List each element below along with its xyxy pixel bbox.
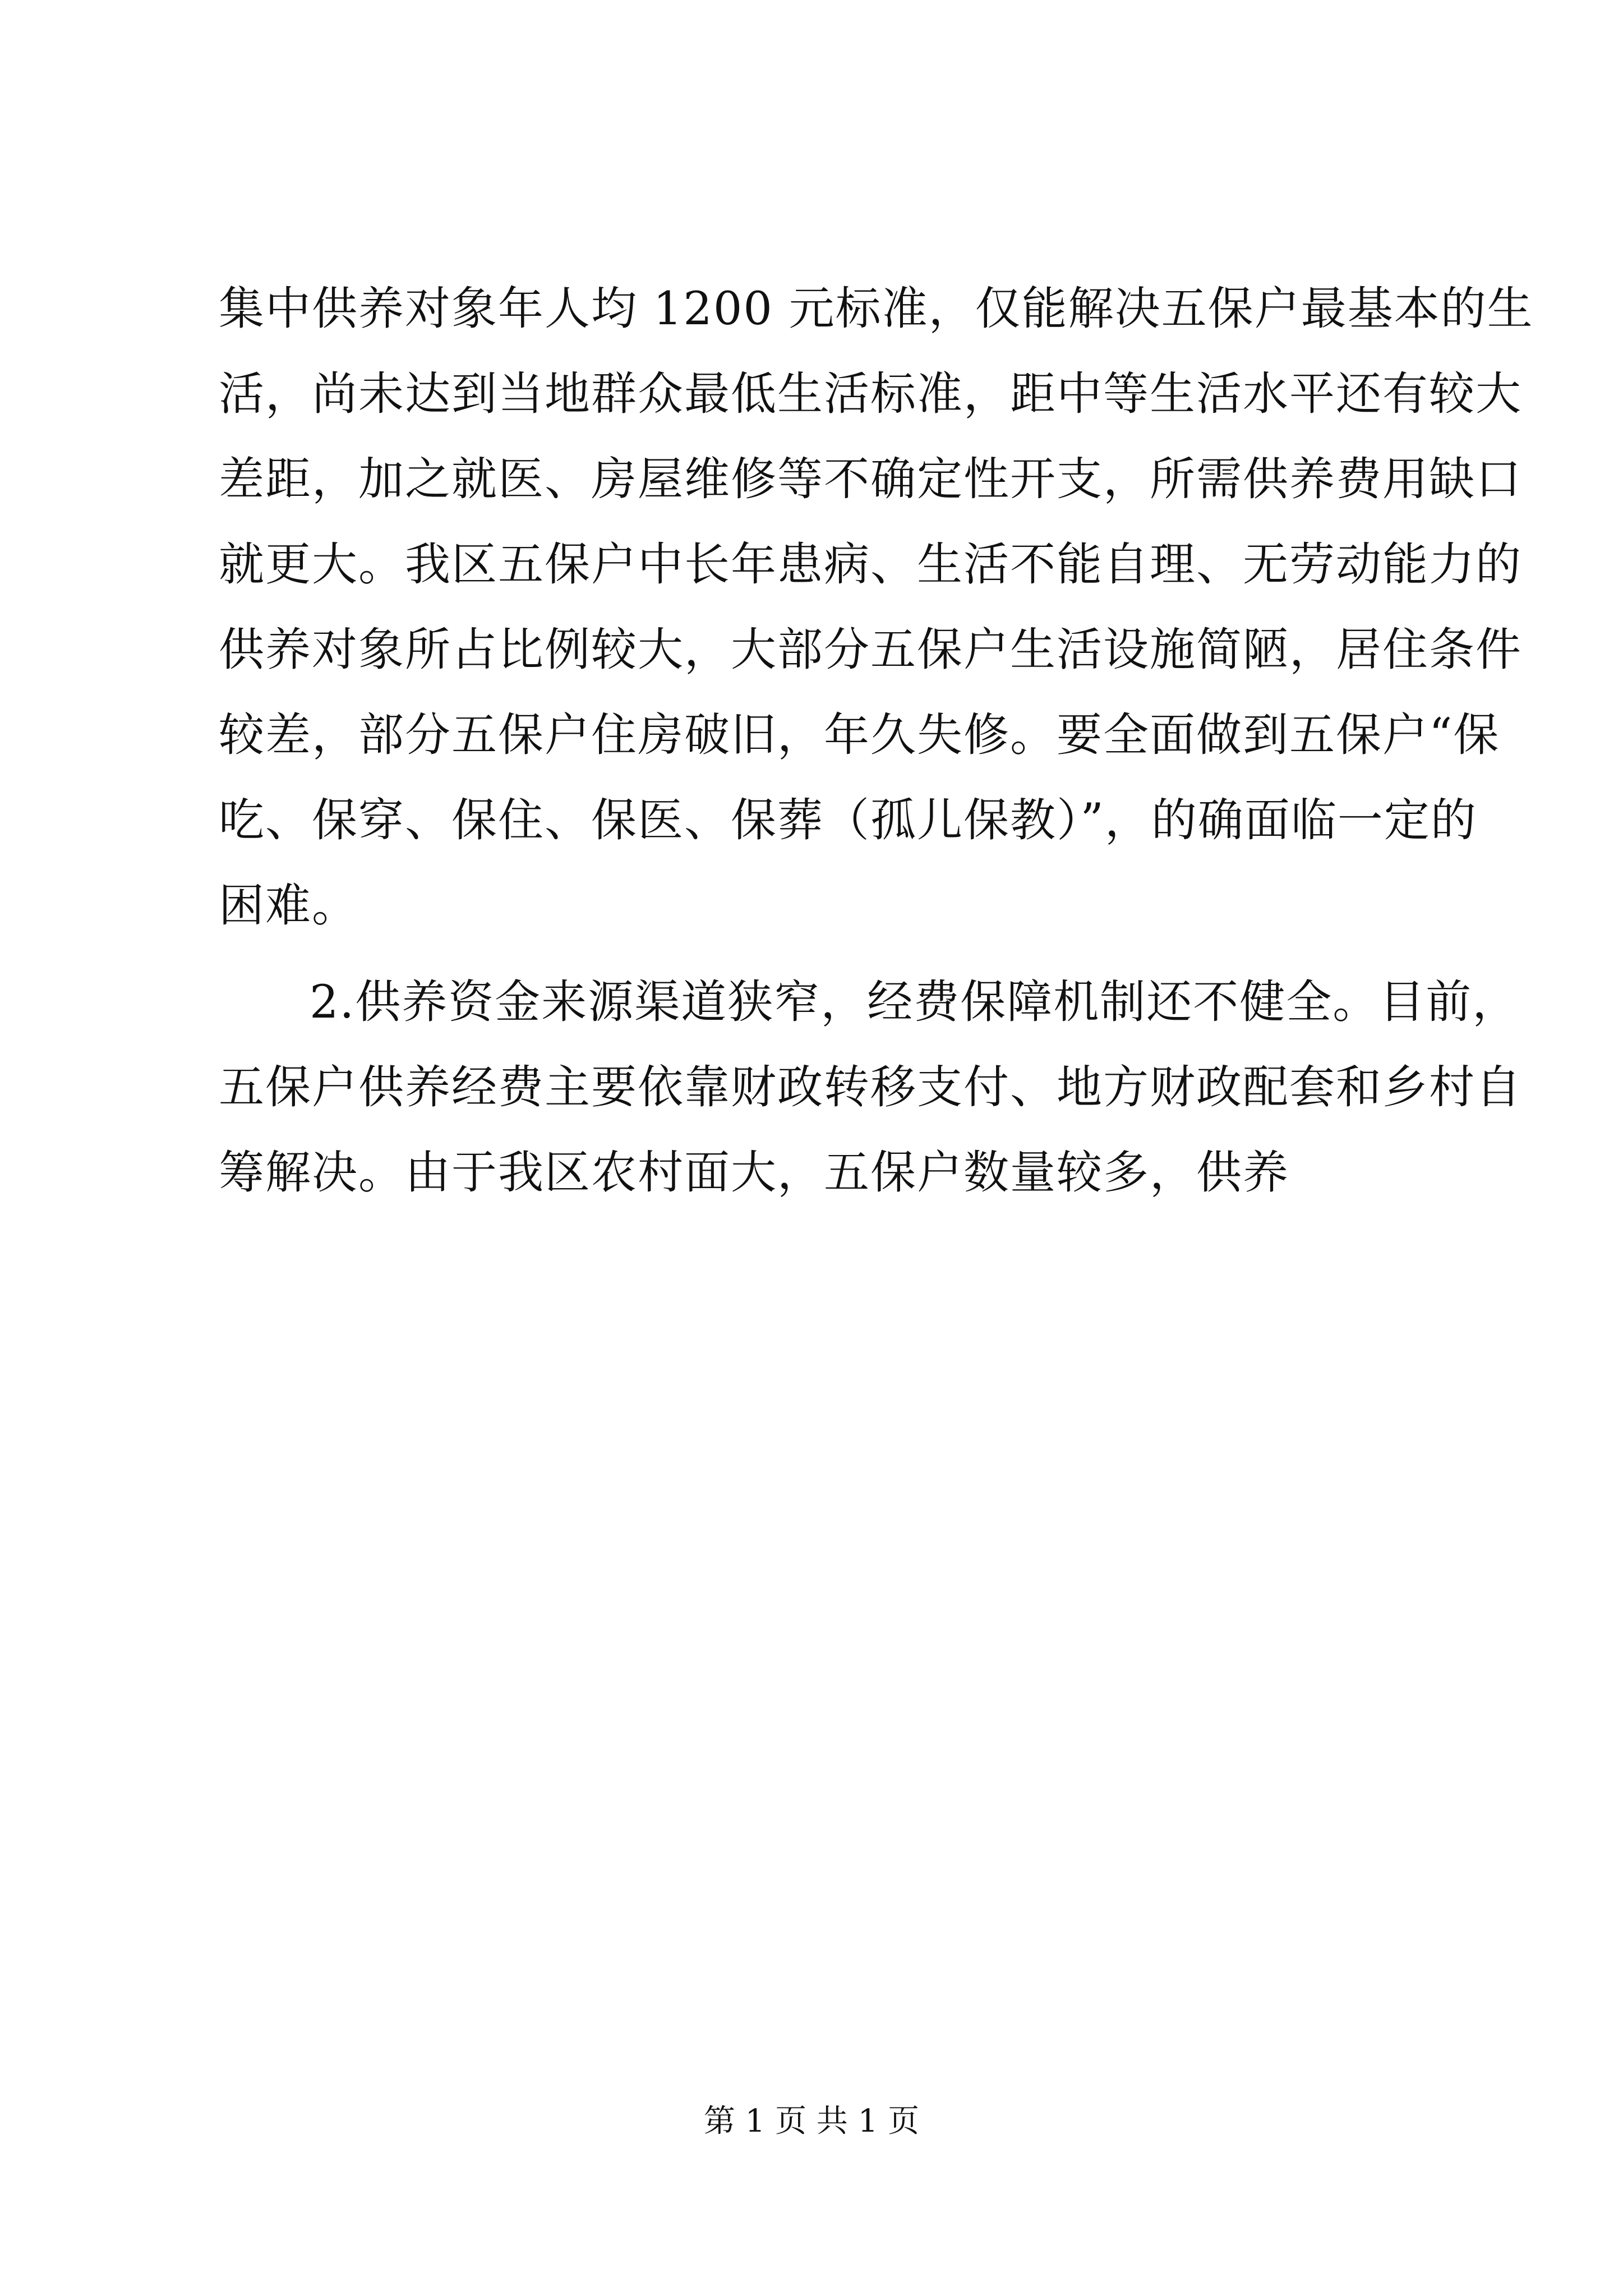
paragraph-1-line-3: 差距，加之就医、房屋维修等不确定性开支，所需供养费用缺口	[219, 453, 1523, 506]
paragraph-2-line-1: 2.供养资金来源渠道狭窄，经费保障机制还不健全。目前，	[310, 976, 1519, 1029]
paragraph-2-line-3: 筹解决。由于我区农村面大，五保户数量较多，供养	[219, 1147, 1290, 1199]
paragraph-1-line-8: 困难。	[219, 880, 359, 932]
page-footer: 第 1 页 共 1 页	[703, 2103, 920, 2139]
paragraph-1-line-7: 吃、保穿、保住、保医、保葬（孤儿保教）”，的确面临一定的	[219, 794, 1477, 847]
paragraph-2-line-2: 五保户供养经费主要依靠财政转移支付、地方财政配套和乡村自	[219, 1061, 1523, 1114]
paragraph-1-line-4: 就更大。我区五保户中长年患病、生活不能自理、无劳动能力的	[219, 539, 1523, 591]
paragraph-1-line-2: 活，尚未达到当地群众最低生活标准，距中等生活水平还有较大	[219, 368, 1523, 421]
document-body	[219, 266, 1534, 1216]
paragraph-1-line-6: 较差，部分五保户住房破旧，年久失修。要全面做到五保户“保	[219, 709, 1500, 762]
paragraph-1-line-5: 供养对象所占比例较大，大部分五保户生活设施简陋，居住条件	[219, 624, 1523, 677]
paragraph-1-line-1: 集中供养对象年人均 1200 元标准，仅能解决五保户最基本的生	[219, 283, 1534, 335]
